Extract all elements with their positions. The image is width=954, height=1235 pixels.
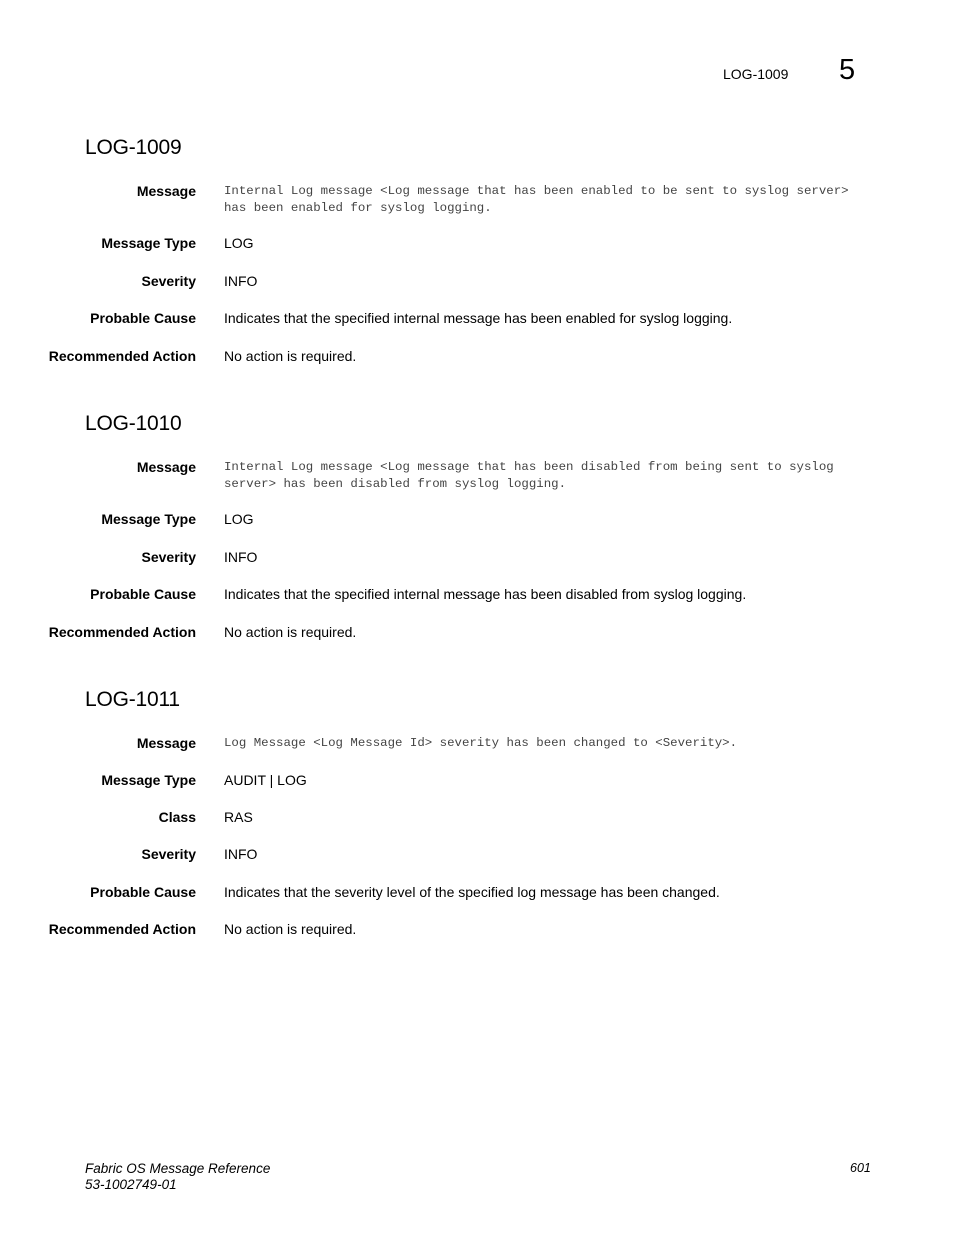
section-title: LOG-1010 bbox=[85, 412, 182, 435]
field-label: Message Type bbox=[101, 235, 196, 251]
chapter-number: 5 bbox=[839, 54, 856, 86]
field-label: Message Type bbox=[101, 511, 196, 527]
field-value: Internal Log message <Log message that has been disabled from being sent to syslog server> has been disabled from syslog logging. bbox=[224, 460, 834, 491]
field-label: Severity bbox=[141, 846, 196, 862]
running-title: LOG-1009 bbox=[723, 66, 789, 82]
field-value: No action is required. bbox=[224, 921, 357, 937]
footer-page-number: 601 bbox=[850, 1161, 871, 1175]
footer-book-title: Fabric OS Message Reference bbox=[85, 1161, 271, 1176]
field-label: Message Type bbox=[101, 772, 196, 788]
field-value: INFO bbox=[224, 846, 258, 862]
field-label: Recommended Action bbox=[48, 921, 196, 937]
field-value: LOG bbox=[224, 511, 254, 527]
field-label: Probable Cause bbox=[90, 586, 196, 602]
field-value: RAS bbox=[224, 809, 253, 825]
field-value: AUDIT | LOG bbox=[224, 772, 307, 788]
field-value: Indicates that the specified internal message has been disabled from syslog logging. bbox=[224, 586, 747, 602]
field-label: Severity bbox=[141, 549, 196, 565]
section-title: LOG-1009 bbox=[85, 136, 182, 159]
field-label: Probable Cause bbox=[90, 884, 196, 900]
field-label: Message bbox=[136, 459, 196, 475]
field-value: Indicates that the specified internal message has been enabled for syslog logging. bbox=[224, 310, 733, 326]
field-value: Indicates that the severity level of the specified log message has been changed. bbox=[224, 884, 720, 900]
field-label: Message bbox=[136, 183, 196, 199]
field-label: Message bbox=[136, 735, 196, 751]
field-value: LOG bbox=[224, 235, 254, 251]
field-label: Recommended Action bbox=[48, 624, 196, 640]
field-value: INFO bbox=[224, 273, 258, 289]
footer-doc-number: 53-1002749-01 bbox=[85, 1177, 177, 1192]
section-title: LOG-1011 bbox=[85, 688, 180, 711]
field-value: Internal Log message <Log message that has been enabled to be sent to syslog server> has been enabled for syslog logging. bbox=[224, 184, 849, 215]
field-label: Recommended Action bbox=[48, 348, 196, 364]
field-value: No action is required. bbox=[224, 624, 357, 640]
field-value: No action is required. bbox=[224, 348, 357, 364]
field-label: Probable Cause bbox=[90, 310, 196, 326]
field-label: Class bbox=[158, 809, 196, 825]
field-label: Severity bbox=[141, 273, 196, 289]
footer-book-info bbox=[85, 1161, 270, 1193]
running-header bbox=[0, 54, 954, 94]
field-value: INFO bbox=[224, 549, 258, 565]
field-value: Log Message <Log Message Id> severity has been changed to <Severity>. bbox=[224, 736, 738, 750]
